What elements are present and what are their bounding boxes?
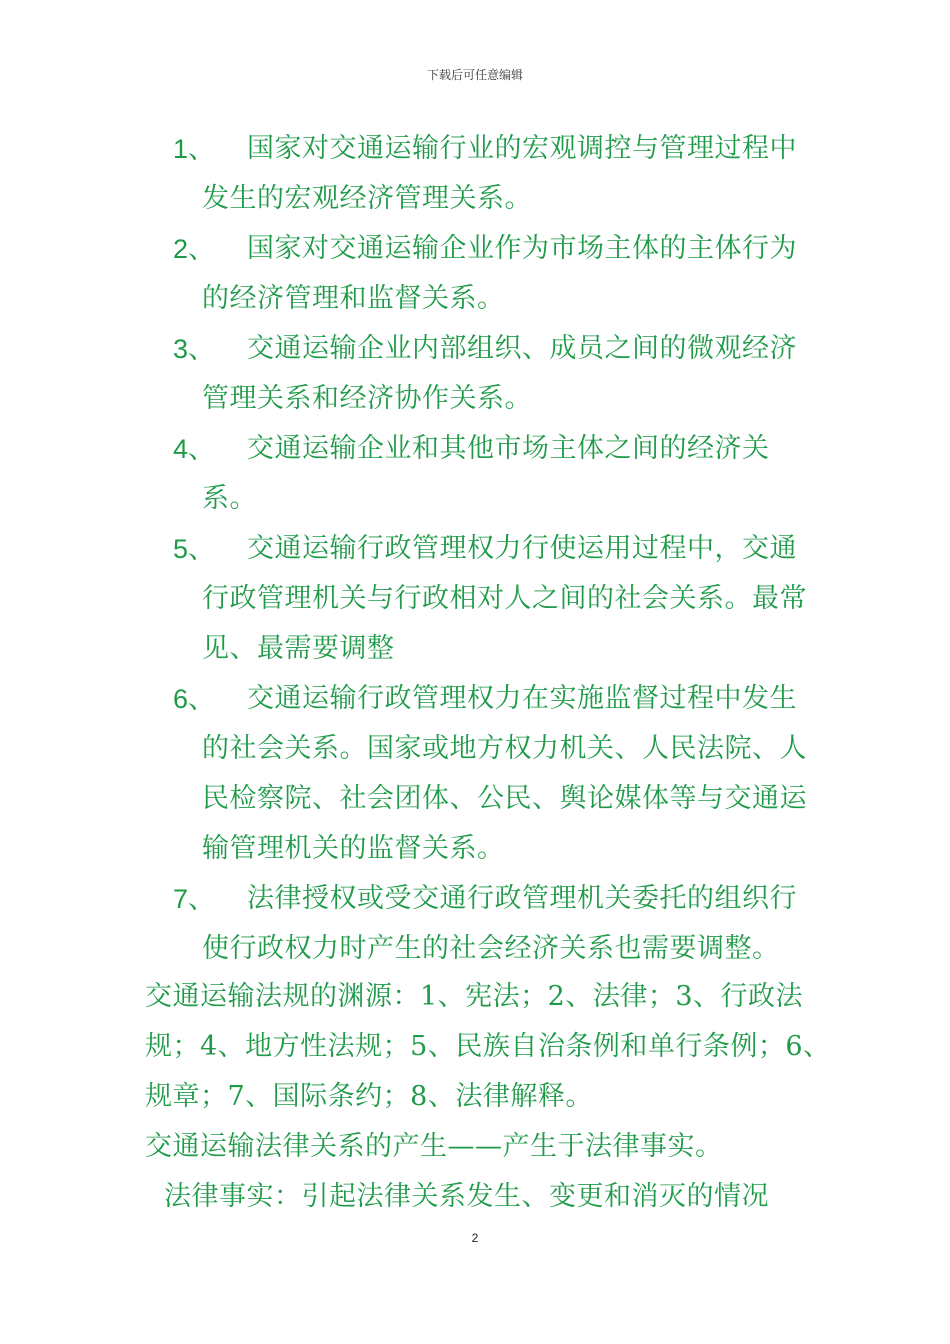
- list-item: [173, 124, 823, 224]
- list-item-number: 3、: [173, 334, 216, 364]
- list-item: [173, 874, 823, 974]
- list-item: [173, 524, 823, 674]
- list-item: [173, 424, 823, 524]
- sources-paragraph: 交通运输法规的渊源：1、宪法；2、法律；3、行政法规；4、地方性法规；5、民族自治条例和单行条例；6、规章；7、国际条约；8、法律解释。: [145, 981, 831, 1112]
- list-item-number: 4、: [173, 434, 216, 464]
- list-item-text: 国家对交通运输行业的宏观调控与管理过程中发生的宏观经济管理关系。: [202, 133, 797, 214]
- list-item-number: 6、: [173, 684, 216, 714]
- list-item-number: 7、: [173, 884, 216, 914]
- list-item: [173, 674, 823, 874]
- list-item-number: 5、: [173, 534, 216, 564]
- list-item-number: 1、: [173, 134, 216, 164]
- list-item-text: 交通运输行政管理权力在实施监督过程中发生的社会关系。国家或地方权力机关、人民法院、人民检察院、社会团体、公民、舆论媒体等与交通运输管理机关的监督关系。: [202, 683, 807, 864]
- list-item: [173, 224, 823, 324]
- list-item-text: 交通运输行政管理权力行使运用过程中，交通行政管理机关与行政相对人之间的社会关系。最常见、最需要调整: [202, 533, 807, 664]
- list-item-text: 国家对交通运输企业作为市场主体的主体行为的经济管理和监督关系。: [202, 233, 797, 314]
- origin-paragraph: 交通运输法律关系的产生——产生于法律事实。: [145, 1131, 723, 1162]
- list-item-text: 法律授权或受交通行政管理机关委托的组织行使行政权力时产生的社会经济关系也需要调整。: [202, 883, 797, 964]
- list-item-text: 交通运输企业和其他市场主体之间的经济关系。: [202, 433, 770, 514]
- list-item-text: 交通运输企业内部组织、成员之间的微观经济管理关系和经济协作关系。: [202, 333, 797, 414]
- list-item: [173, 324, 823, 424]
- page-number: 2: [471, 1231, 479, 1245]
- legal-fact-paragraph: 法律事实：引起法律关系发生、变更和消灭的情况: [164, 1181, 769, 1212]
- page-header: 下载后可任意编辑: [426, 68, 523, 82]
- list-item-number: 2、: [173, 234, 216, 264]
